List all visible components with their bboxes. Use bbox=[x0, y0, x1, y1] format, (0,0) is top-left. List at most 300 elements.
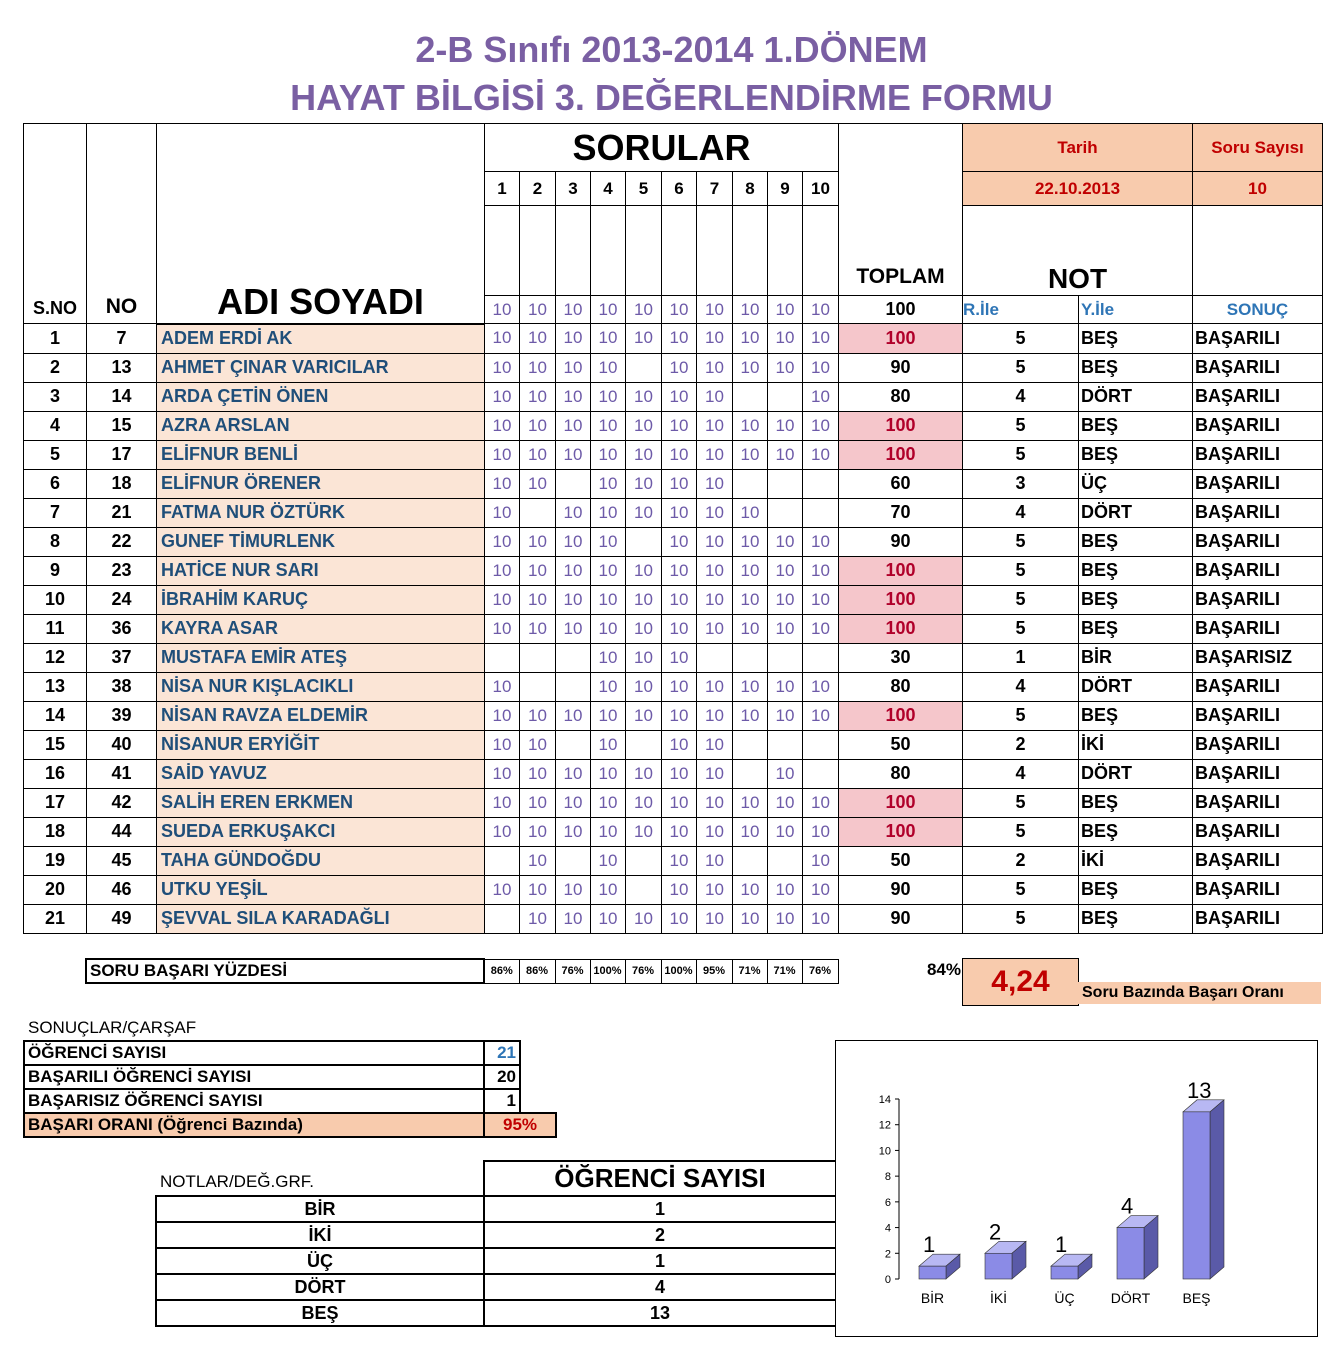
score-cell: 10 bbox=[733, 527, 768, 556]
score-cell: 10 bbox=[556, 904, 591, 933]
score-cell bbox=[733, 846, 768, 875]
score-cell: 10 bbox=[485, 324, 520, 354]
blank-cell bbox=[485, 206, 520, 296]
grades-caption: NOTLAR/DEĞ.GRF. bbox=[160, 1172, 314, 1191]
score-cell: 10 bbox=[591, 382, 626, 411]
max-point-2: 10 bbox=[520, 296, 556, 324]
score-cell bbox=[520, 498, 556, 527]
blank-cell bbox=[520, 206, 556, 296]
score-cell: 10 bbox=[697, 411, 733, 440]
grade-count: 1 bbox=[484, 1248, 836, 1274]
grade-number: 5 bbox=[963, 817, 1079, 846]
student-name: SAİD YAVUZ bbox=[157, 759, 485, 788]
score-cell: 10 bbox=[803, 614, 839, 643]
result-cell: BAŞARISIZ bbox=[1193, 643, 1323, 672]
grade-number: 4 bbox=[963, 498, 1079, 527]
score-cell: 10 bbox=[768, 759, 803, 788]
no-header: NO bbox=[87, 124, 157, 324]
results-caption: SONUÇLAR/ÇARŞAF bbox=[28, 1018, 197, 1037]
x-tick-label: DÖRT bbox=[1110, 1290, 1151, 1306]
score-cell: 10 bbox=[520, 353, 556, 382]
grade-number: 5 bbox=[963, 527, 1079, 556]
bar bbox=[1117, 1228, 1144, 1279]
score-cell: 10 bbox=[662, 353, 697, 382]
max-point-4: 10 bbox=[591, 296, 626, 324]
grade-number: 5 bbox=[963, 585, 1079, 614]
total-cell: 60 bbox=[839, 469, 963, 498]
no-cell: 39 bbox=[87, 701, 157, 730]
score-cell bbox=[733, 759, 768, 788]
question-number-5: 5 bbox=[626, 172, 662, 206]
score-cell: 10 bbox=[520, 324, 556, 354]
score-cell: 10 bbox=[803, 440, 839, 469]
score-cell: 10 bbox=[591, 440, 626, 469]
blank-cell bbox=[662, 206, 697, 296]
rile-header: R.İle bbox=[963, 296, 1079, 324]
score-cell: 10 bbox=[768, 817, 803, 846]
score-cell: 10 bbox=[556, 498, 591, 527]
score-cell: 10 bbox=[556, 324, 591, 354]
student-name: UTKU YEŞİL bbox=[157, 875, 485, 904]
sno-cell: 7 bbox=[24, 498, 87, 527]
result-cell: BAŞARILI bbox=[1193, 759, 1323, 788]
question-percent: 71% bbox=[732, 959, 767, 983]
score-cell: 10 bbox=[803, 701, 839, 730]
total-cell: 90 bbox=[839, 527, 963, 556]
results-table bbox=[23, 1040, 557, 1138]
score-cell: 10 bbox=[485, 440, 520, 469]
score-cell: 10 bbox=[520, 759, 556, 788]
no-cell: 17 bbox=[87, 440, 157, 469]
score-cell: 10 bbox=[556, 875, 591, 904]
sno-cell: 9 bbox=[24, 556, 87, 585]
student-row bbox=[24, 643, 1323, 672]
score-cell: 10 bbox=[733, 353, 768, 382]
score-cell: 10 bbox=[520, 382, 556, 411]
question-percent: 76% bbox=[625, 959, 661, 983]
total-cell: 100 bbox=[839, 614, 963, 643]
score-cell: 10 bbox=[485, 585, 520, 614]
bar bbox=[1051, 1266, 1078, 1279]
sno-cell: 4 bbox=[24, 411, 87, 440]
grades-row bbox=[156, 1274, 836, 1300]
score-cell: 10 bbox=[803, 904, 839, 933]
score-cell: 10 bbox=[626, 411, 662, 440]
score-cell bbox=[768, 730, 803, 759]
question-number-10: 10 bbox=[803, 172, 839, 206]
score-cell: 10 bbox=[697, 817, 733, 846]
result-cell: BAŞARILI bbox=[1193, 527, 1323, 556]
sonuc-header: SONUÇ bbox=[1193, 296, 1323, 324]
grade-label: BEŞ bbox=[156, 1300, 484, 1326]
yile-header: Y.İle bbox=[1079, 296, 1193, 324]
score-cell: 10 bbox=[556, 701, 591, 730]
score-cell: 10 bbox=[733, 875, 768, 904]
score-cell: 10 bbox=[733, 672, 768, 701]
x-tick-label: İKİ bbox=[989, 1290, 1008, 1306]
score-cell: 10 bbox=[485, 556, 520, 585]
score-cell: 10 bbox=[520, 614, 556, 643]
result-cell: BAŞARILI bbox=[1193, 382, 1323, 411]
score-cell: 10 bbox=[768, 614, 803, 643]
student-row bbox=[24, 846, 1323, 875]
question-percent: 76% bbox=[802, 959, 838, 983]
results-label: BAŞARI ORANI (Öğrenci Bazında) bbox=[24, 1113, 484, 1137]
result-cell: BAŞARILI bbox=[1193, 556, 1323, 585]
blank-cell bbox=[768, 206, 803, 296]
score-cell bbox=[556, 730, 591, 759]
score-cell: 10 bbox=[485, 788, 520, 817]
grade-number: 5 bbox=[963, 614, 1079, 643]
bar bbox=[985, 1253, 1012, 1279]
score-cell: 10 bbox=[556, 382, 591, 411]
score-cell: 10 bbox=[626, 324, 662, 354]
sno-cell: 3 bbox=[24, 382, 87, 411]
total-cell: 100 bbox=[839, 324, 963, 354]
total-cell: 100 bbox=[839, 817, 963, 846]
score-cell: 10 bbox=[662, 324, 697, 354]
sno-header: S.NO bbox=[24, 124, 87, 324]
grade-word: BEŞ bbox=[1079, 411, 1193, 440]
score-cell bbox=[556, 846, 591, 875]
total-cell: 100 bbox=[839, 556, 963, 585]
y-tick-label: 2 bbox=[884, 1248, 891, 1261]
score-cell: 10 bbox=[768, 527, 803, 556]
score-cell: 10 bbox=[591, 701, 626, 730]
student-row bbox=[24, 382, 1323, 411]
score-cell: 10 bbox=[556, 614, 591, 643]
score-cell: 10 bbox=[520, 527, 556, 556]
score-cell bbox=[485, 846, 520, 875]
grade-word: BEŞ bbox=[1079, 614, 1193, 643]
grade-count: 2 bbox=[484, 1222, 836, 1248]
score-cell: 10 bbox=[626, 382, 662, 411]
grade-label: DÖRT bbox=[156, 1274, 484, 1300]
student-row bbox=[24, 585, 1323, 614]
total-cell: 80 bbox=[839, 672, 963, 701]
score-cell: 10 bbox=[768, 440, 803, 469]
score-cell: 10 bbox=[626, 672, 662, 701]
score-cell: 10 bbox=[697, 469, 733, 498]
result-cell: BAŞARILI bbox=[1193, 788, 1323, 817]
score-cell: 10 bbox=[520, 846, 556, 875]
result-cell: BAŞARILI bbox=[1193, 324, 1323, 354]
blank-cell bbox=[626, 206, 662, 296]
result-cell: BAŞARILI bbox=[1193, 614, 1323, 643]
sno-cell: 10 bbox=[24, 585, 87, 614]
results-value: 20 bbox=[484, 1065, 520, 1089]
results-value: 95% bbox=[484, 1113, 556, 1137]
score-cell: 10 bbox=[733, 498, 768, 527]
grades-row bbox=[156, 1248, 836, 1274]
score-cell bbox=[626, 527, 662, 556]
grade-number: 5 bbox=[963, 875, 1079, 904]
student-row bbox=[24, 730, 1323, 759]
score-cell: 10 bbox=[591, 672, 626, 701]
score-cell: 10 bbox=[662, 527, 697, 556]
grade-number: 5 bbox=[963, 324, 1079, 354]
result-cell: BAŞARILI bbox=[1193, 817, 1323, 846]
score-cell: 10 bbox=[485, 730, 520, 759]
score-cell: 10 bbox=[626, 614, 662, 643]
score-cell: 10 bbox=[626, 556, 662, 585]
total-cell: 100 bbox=[839, 788, 963, 817]
average-label: Soru Bazında Başarı Oranı bbox=[1078, 982, 1321, 1004]
sno-cell: 15 bbox=[24, 730, 87, 759]
student-row bbox=[24, 411, 1323, 440]
score-cell: 10 bbox=[697, 672, 733, 701]
results-label: BAŞARILI ÖĞRENCİ SAYISI bbox=[24, 1065, 484, 1089]
results-label: BAŞARISIZ ÖĞRENCİ SAYISI bbox=[24, 1089, 484, 1113]
grade-word: İKİ bbox=[1079, 846, 1193, 875]
score-cell: 10 bbox=[662, 614, 697, 643]
no-cell: 44 bbox=[87, 817, 157, 846]
score-cell: 10 bbox=[485, 353, 520, 382]
score-cell: 10 bbox=[768, 556, 803, 585]
sno-cell: 5 bbox=[24, 440, 87, 469]
grade-word: BEŞ bbox=[1079, 788, 1193, 817]
sno-cell: 19 bbox=[24, 846, 87, 875]
score-cell bbox=[803, 498, 839, 527]
score-cell: 10 bbox=[591, 585, 626, 614]
score-cell bbox=[803, 759, 839, 788]
score-cell: 10 bbox=[803, 875, 839, 904]
grade-number: 5 bbox=[963, 353, 1079, 382]
score-cell: 10 bbox=[520, 556, 556, 585]
grade-label: BİR bbox=[156, 1196, 484, 1222]
score-cell: 10 bbox=[556, 527, 591, 556]
result-cell: BAŞARILI bbox=[1193, 353, 1323, 382]
grade-number: 4 bbox=[963, 759, 1079, 788]
score-cell: 10 bbox=[520, 585, 556, 614]
grades-count-header: ÖĞRENCİ SAYISI bbox=[484, 1161, 836, 1196]
score-cell: 10 bbox=[662, 788, 697, 817]
student-row bbox=[24, 759, 1323, 788]
evaluation-table bbox=[23, 123, 1323, 934]
question-number-4: 4 bbox=[591, 172, 626, 206]
grade-word: BEŞ bbox=[1079, 324, 1193, 354]
score-cell: 10 bbox=[803, 817, 839, 846]
no-cell: 15 bbox=[87, 411, 157, 440]
blank-cell bbox=[803, 206, 839, 296]
score-cell: 10 bbox=[626, 440, 662, 469]
score-cell: 10 bbox=[591, 875, 626, 904]
score-cell: 10 bbox=[697, 382, 733, 411]
student-name: ADEM ERDİ AK bbox=[157, 324, 485, 354]
student-row bbox=[24, 556, 1323, 585]
score-cell: 10 bbox=[662, 469, 697, 498]
no-cell: 49 bbox=[87, 904, 157, 933]
score-cell: 10 bbox=[591, 730, 626, 759]
grade-number: 4 bbox=[963, 672, 1079, 701]
score-cell bbox=[556, 643, 591, 672]
score-cell: 10 bbox=[733, 585, 768, 614]
bar-side bbox=[1210, 1100, 1224, 1279]
student-name: NİSA NUR KIŞLACIKLI bbox=[157, 672, 485, 701]
score-cell: 10 bbox=[768, 324, 803, 354]
student-row bbox=[24, 324, 1323, 354]
score-cell: 10 bbox=[520, 730, 556, 759]
grade-word: ÜÇ bbox=[1079, 469, 1193, 498]
score-cell: 10 bbox=[591, 527, 626, 556]
score-cell: 10 bbox=[733, 701, 768, 730]
score-cell: 10 bbox=[520, 411, 556, 440]
score-cell: 10 bbox=[626, 759, 662, 788]
grade-number: 5 bbox=[963, 556, 1079, 585]
score-cell: 10 bbox=[697, 440, 733, 469]
score-cell: 10 bbox=[520, 701, 556, 730]
score-cell: 10 bbox=[520, 904, 556, 933]
score-cell bbox=[626, 846, 662, 875]
score-cell: 10 bbox=[697, 353, 733, 382]
grade-count: 1 bbox=[484, 1196, 836, 1222]
name-header: ADI SOYADI bbox=[157, 124, 485, 324]
score-cell: 10 bbox=[768, 672, 803, 701]
no-cell: 42 bbox=[87, 788, 157, 817]
student-name: İBRAHİM KARUÇ bbox=[157, 585, 485, 614]
score-cell: 10 bbox=[803, 556, 839, 585]
score-cell: 10 bbox=[803, 324, 839, 354]
sno-cell: 13 bbox=[24, 672, 87, 701]
score-cell: 10 bbox=[697, 614, 733, 643]
score-cell bbox=[768, 643, 803, 672]
results-label: ÖĞRENCİ SAYISI bbox=[24, 1041, 484, 1065]
data-label: 2 bbox=[989, 1219, 1002, 1245]
student-name: GUNEF TİMURLENK bbox=[157, 527, 485, 556]
score-cell bbox=[626, 875, 662, 904]
grade-number: 2 bbox=[963, 730, 1079, 759]
score-cell: 10 bbox=[591, 846, 626, 875]
tarih-value: 22.10.2013 bbox=[963, 172, 1193, 206]
question-number-7: 7 bbox=[697, 172, 733, 206]
score-cell: 10 bbox=[697, 498, 733, 527]
score-cell: 10 bbox=[697, 701, 733, 730]
question-percent: 95% bbox=[696, 959, 732, 983]
score-cell: 10 bbox=[485, 469, 520, 498]
x-tick-label: ÜÇ bbox=[1054, 1290, 1075, 1306]
score-cell: 10 bbox=[768, 585, 803, 614]
no-cell: 36 bbox=[87, 614, 157, 643]
max-point-1: 10 bbox=[485, 296, 520, 324]
no-cell: 7 bbox=[87, 324, 157, 354]
y-tick-label: 14 bbox=[878, 1094, 891, 1106]
score-cell: 10 bbox=[591, 353, 626, 382]
grade-word: BEŞ bbox=[1079, 817, 1193, 846]
total-cell: 90 bbox=[839, 904, 963, 933]
score-cell: 10 bbox=[662, 556, 697, 585]
score-cell: 10 bbox=[591, 643, 626, 672]
question-number-1: 1 bbox=[485, 172, 520, 206]
data-label: 4 bbox=[1121, 1193, 1134, 1219]
grade-number: 4 bbox=[963, 382, 1079, 411]
y-tick-label: 10 bbox=[878, 1145, 891, 1158]
score-cell: 10 bbox=[591, 788, 626, 817]
results-value: 1 bbox=[484, 1089, 520, 1113]
no-cell: 41 bbox=[87, 759, 157, 788]
score-cell: 10 bbox=[662, 759, 697, 788]
not-header: NOT bbox=[963, 206, 1193, 296]
score-cell: 10 bbox=[662, 382, 697, 411]
question-number-8: 8 bbox=[733, 172, 768, 206]
result-cell: BAŞARILI bbox=[1193, 440, 1323, 469]
grade-word: BEŞ bbox=[1079, 904, 1193, 933]
results-row bbox=[24, 1113, 556, 1137]
score-cell bbox=[556, 469, 591, 498]
grade-number: 5 bbox=[963, 701, 1079, 730]
score-cell: 10 bbox=[556, 440, 591, 469]
score-cell: 10 bbox=[697, 904, 733, 933]
score-cell: 10 bbox=[697, 556, 733, 585]
total-cell: 100 bbox=[839, 701, 963, 730]
student-row bbox=[24, 875, 1323, 904]
question-percent: 100% bbox=[590, 959, 625, 983]
no-cell: 23 bbox=[87, 556, 157, 585]
grade-count: 13 bbox=[484, 1300, 836, 1326]
y-tick-label: 6 bbox=[884, 1196, 891, 1209]
score-cell: 10 bbox=[768, 904, 803, 933]
score-cell bbox=[485, 904, 520, 933]
question-percent: 100% bbox=[661, 959, 696, 983]
total-cell: 100 bbox=[839, 411, 963, 440]
student-name: KAYRA ASAR bbox=[157, 614, 485, 643]
score-cell: 10 bbox=[662, 411, 697, 440]
max-point-9: 10 bbox=[768, 296, 803, 324]
student-name: FATMA NUR ÖZTÜRK bbox=[157, 498, 485, 527]
student-row bbox=[24, 788, 1323, 817]
no-cell: 13 bbox=[87, 353, 157, 382]
toplam-header: TOPLAM bbox=[839, 124, 963, 296]
score-cell: 10 bbox=[591, 904, 626, 933]
score-cell bbox=[520, 672, 556, 701]
question-number-2: 2 bbox=[520, 172, 556, 206]
grade-number: 3 bbox=[963, 469, 1079, 498]
score-cell bbox=[520, 643, 556, 672]
score-cell bbox=[768, 382, 803, 411]
grades-row bbox=[156, 1222, 836, 1248]
score-cell: 10 bbox=[662, 585, 697, 614]
grades-row bbox=[156, 1196, 836, 1222]
total-cell: 30 bbox=[839, 643, 963, 672]
sno-cell: 1 bbox=[24, 324, 87, 354]
grade-word: DÖRT bbox=[1079, 498, 1193, 527]
score-cell: 10 bbox=[556, 411, 591, 440]
data-label: 1 bbox=[923, 1232, 936, 1258]
data-label: 1 bbox=[1055, 1232, 1068, 1258]
score-cell: 10 bbox=[626, 904, 662, 933]
grade-number: 5 bbox=[963, 904, 1079, 933]
score-cell: 10 bbox=[733, 324, 768, 354]
student-name: TAHA GÜNDOĞDU bbox=[157, 846, 485, 875]
score-cell: 10 bbox=[626, 788, 662, 817]
x-tick-label: BİR bbox=[920, 1290, 945, 1306]
student-name: NİSAN RAVZA ELDEMİR bbox=[157, 701, 485, 730]
sno-cell: 14 bbox=[24, 701, 87, 730]
question-number-9: 9 bbox=[768, 172, 803, 206]
result-cell: BAŞARILI bbox=[1193, 701, 1323, 730]
grade-word: BEŞ bbox=[1079, 527, 1193, 556]
score-cell: 10 bbox=[626, 701, 662, 730]
title-line-2: HAYAT BİLGİSİ 3. DEĞERLENDİRME FORMU bbox=[290, 77, 1053, 118]
result-cell: BAŞARILI bbox=[1193, 875, 1323, 904]
score-cell: 10 bbox=[485, 701, 520, 730]
score-cell: 10 bbox=[733, 440, 768, 469]
score-cell: 10 bbox=[485, 817, 520, 846]
score-cell bbox=[803, 469, 839, 498]
grade-word: BEŞ bbox=[1079, 556, 1193, 585]
score-cell: 10 bbox=[803, 411, 839, 440]
no-cell: 24 bbox=[87, 585, 157, 614]
y-tick-label: 12 bbox=[878, 1119, 891, 1132]
